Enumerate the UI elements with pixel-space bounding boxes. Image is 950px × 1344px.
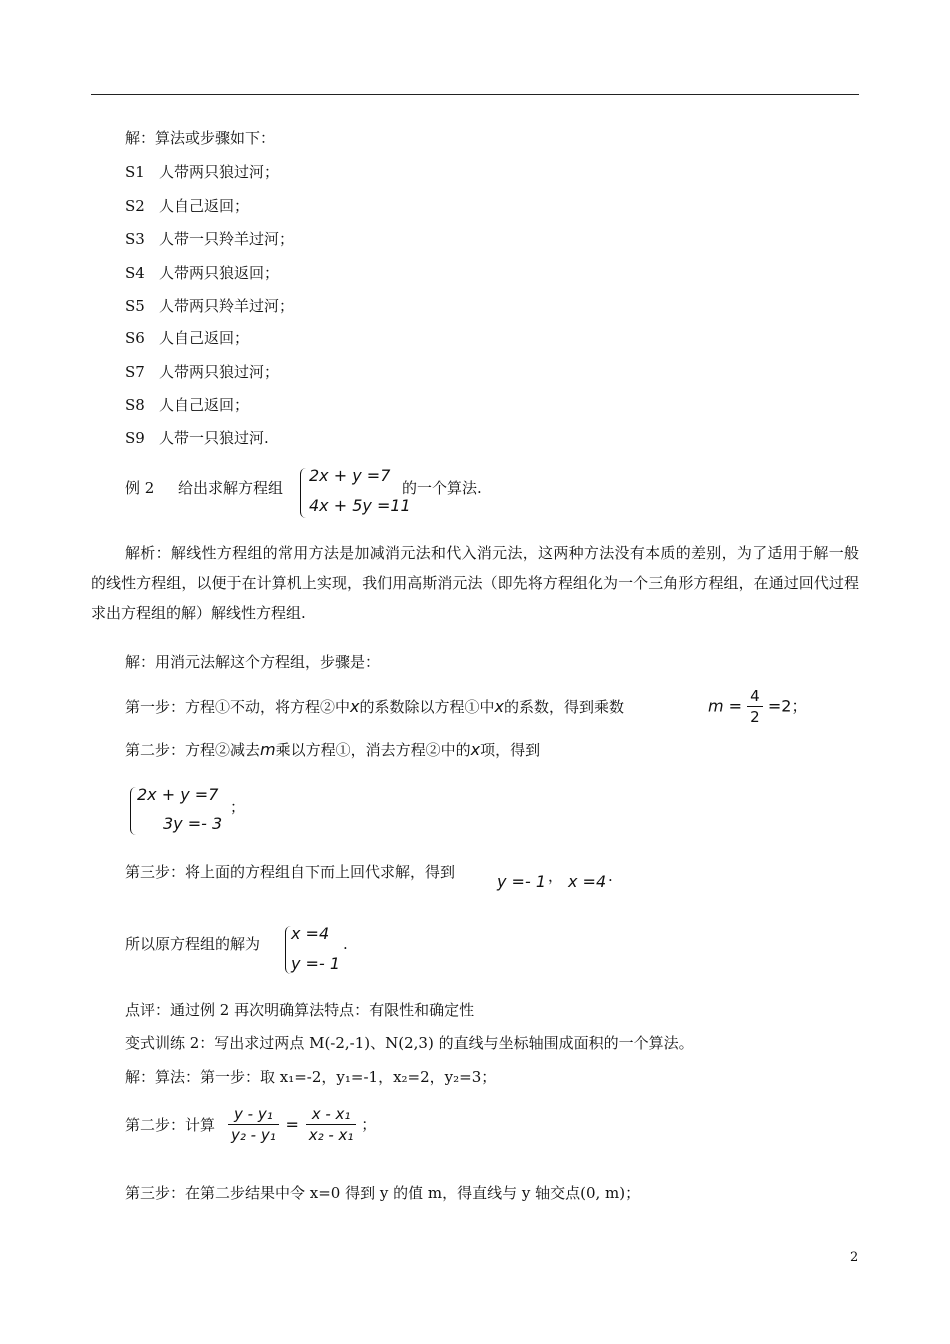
system-brace: [300, 468, 307, 518]
variant-solution: 解：算法：第一步：取 x₁=-2，y₁=-1，x₂=2，y₂=3；: [125, 1068, 497, 1086]
example2-suffix: 的一个算法.: [402, 479, 482, 497]
system2-equation-2: 3y =- 3: [163, 814, 223, 833]
solution-intro: 解：算法或步骤如下：: [125, 129, 276, 147]
list-item: S9 人带一只狼过河.: [125, 429, 269, 447]
list-item: S5 人带两只羚羊过河；: [125, 297, 295, 315]
comment: 点评：通过例 2 再次明确算法特点：有限性和确定性: [125, 1001, 475, 1019]
final-prefix: 所以原方程组的解为: [125, 935, 261, 953]
fraction-4-over-2: $\frac{4}{2}$: [747, 686, 763, 727]
list-item: S2 人自己返回；: [125, 197, 250, 215]
equation-1: 2x + y =7: [309, 466, 391, 485]
final-end: .: [343, 935, 348, 953]
fraction-left: $\frac{\text{y - y₁}}{\text{y₂ - y₁}}$: [228, 1104, 279, 1145]
v-step2-prefix: 第二步：计算: [125, 1116, 216, 1134]
list-item: S3 人带一只羚羊过河；: [125, 230, 295, 248]
example2-label: 例 2: [125, 479, 155, 497]
step2-line: 第二步：方程②减去m乘以方程①，消去方程②中的x项，得到: [125, 740, 541, 759]
step3-end: .: [608, 867, 613, 885]
fraction-right: $\frac{\text{x - x₁}}{\text{x₂ - x₁}}$: [306, 1104, 357, 1145]
list-item: S8 人自己返回；: [125, 396, 250, 414]
page-number: 2: [850, 1250, 859, 1265]
equation-2: 4x + 5y =11: [309, 496, 411, 515]
y-solution: y =- 1: [497, 872, 546, 891]
example2-prompt: 给出求解方程组: [178, 479, 284, 497]
list-item: S1 人带两只狼过河；: [125, 163, 280, 181]
system2-end: ；: [230, 798, 246, 816]
two-point-equation: $\frac{\text{y - y₁}}{\text{y₂ - y₁}}$ = $\frac{\text{x - x₁}}{\text{x₂ - x₁}}$ ；: [228, 1104, 376, 1145]
step3-sep: ，: [548, 867, 564, 885]
list-item: S6 人自己返回；: [125, 329, 250, 347]
step3-line: 第三步：将上面的方程组自下而上回代求解，得到: [125, 863, 456, 881]
step1-line: 第一步：方程①不动，将方程②中x的系数除以方程①中x的系数，得到乘数: [125, 697, 624, 716]
multiplier-expression: m = $\frac{4}{2}$ =2；: [708, 687, 808, 726]
system2-brace: [130, 787, 137, 835]
final-equation-2: y =- 1: [291, 954, 340, 973]
analysis-paragraph: 解析：解线性方程组的常用方法是加减消元法和代入消元法，这两种方法没有本质的差别，为了适用于解一般的线性方程组，以便于在计算机上实现，我们用高斯消元法（即先将方程组化为一个三角形方程组，在通过回代过程求出方程组的解）解线性方程组.: [91, 544, 859, 622]
system2-equation-1: 2x + y =7: [137, 785, 219, 804]
solve-intro: 解：用消元法解这个方程组，步骤是：: [125, 653, 381, 671]
variant-problem: 变式训练 2：写出求过两点 M(-2,-1)、N(2,3) 的直线与坐标轴围成面积的一个算法。: [125, 1034, 694, 1052]
list-item: S7 人带两只狼过河；: [125, 363, 280, 381]
final-equation-1: x =4: [291, 924, 330, 943]
header-rule: [91, 94, 859, 95]
list-item: S4 人带两只狼返回；: [125, 264, 280, 282]
x-solution: x =4: [568, 872, 607, 891]
v-step3: 第三步：在第二步结果中令 x=0 得到 y 的值 m，得直线与 y 轴交点(0, m)；: [125, 1184, 641, 1202]
